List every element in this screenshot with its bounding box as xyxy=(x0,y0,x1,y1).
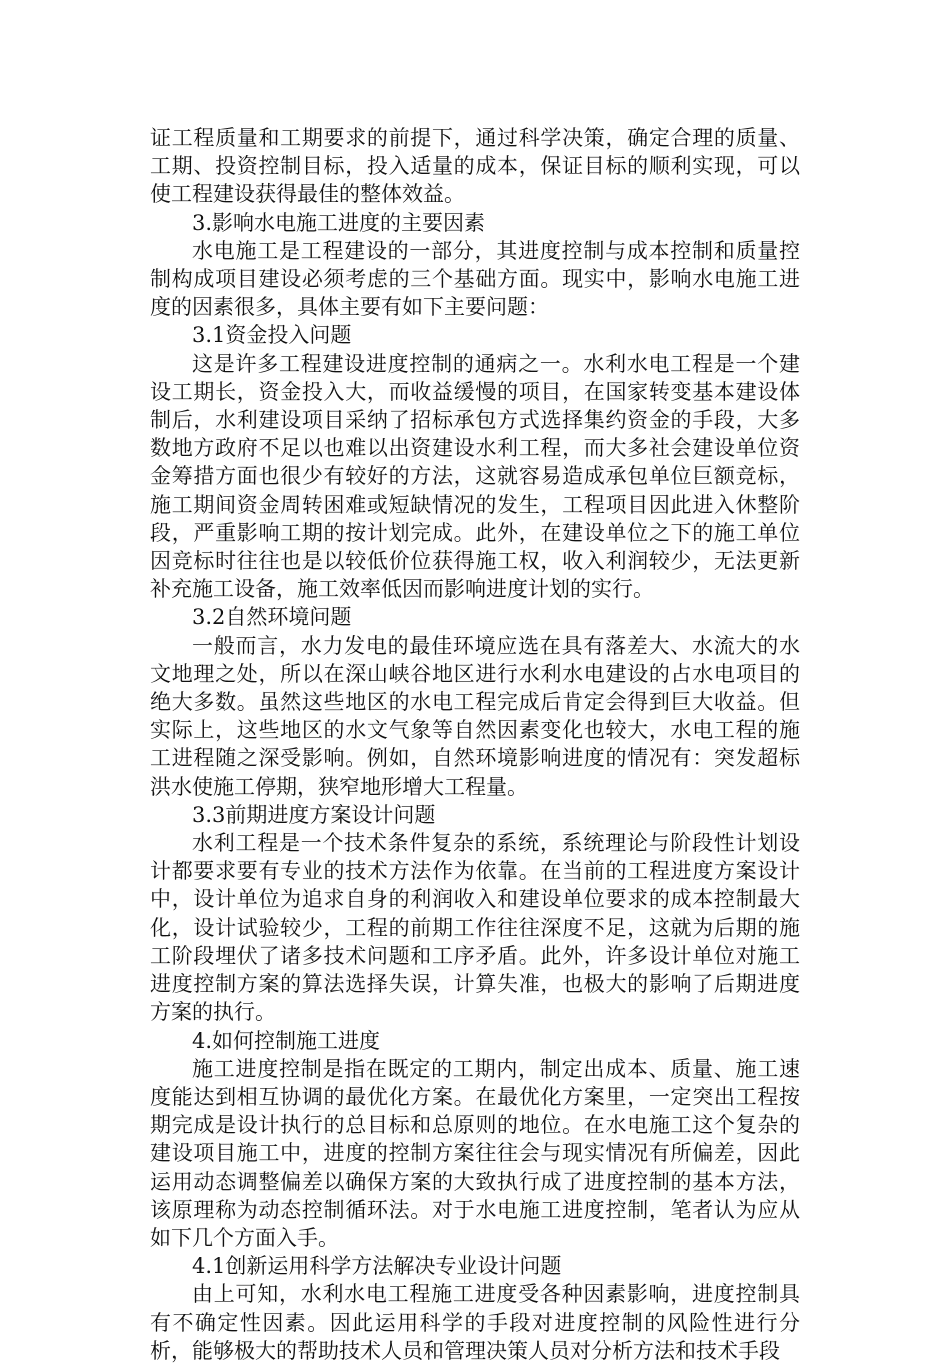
paragraph: 施工进度控制是指在既定的工期内，制定出成本、质量、施工速度能达到相互协调的最优化方案。在最优化方案里，一定突出工程按期完成是设计执行的总目标和总原则的地位。在水电施工这个复杂的建设项目施工中，进度的控制方案往往会与现实情况有所偏差，因此运用动态调整偏差以确保方案的大致执行成了进度控制的基本方法，该原理称为动态控制循环法。对于水电施工进度控制，笔者认为应从如下几个方面入手。 xyxy=(150,1056,800,1250)
paragraph: 由上可知，水利水电工程施工进度受各种因素影响，进度控制具有不确定性因素。因此运用科学的手段对进度控制的风险性进行分析，能够极大的帮助技术人员和管理决策人员对分析方法和技术手段 xyxy=(150,1282,800,1363)
section-heading-4-1: 4.1创新运用科学方法解决专业设计问题 xyxy=(192,1254,562,1279)
paragraph: 一般而言，水力发电的最佳环境应选在具有落差大、水流大的水文地理之处，所以在深山峡谷地区进行水利水电建设的占水电项目的绝大多数。虽然这些地区的水电工程完成后肯定会得到巨大收益。但实际上，这些地区的水文气象等自然因素变化也较大，水电工程的施工进程随之深受影响。例如，自然环境影响进度的情况有：突发超标洪水使施工停期，狭窄地形增大工程量。 xyxy=(150,633,800,799)
section-heading-3-1: 3.1资金投入问题 xyxy=(192,323,352,348)
section-heading-3-2: 3.2自然环境问题 xyxy=(192,605,352,630)
section-heading-3: 3.影响水电施工进度的主要因素 xyxy=(192,210,486,235)
section-heading-4: 4.如何控制施工进度 xyxy=(192,1028,381,1053)
section-heading-3-3: 3.3前期进度方案设计问题 xyxy=(192,802,436,827)
document-page xyxy=(150,124,800,1365)
paragraph-continued: 证工程质量和工期要求的前提下，通过科学决策，确定合理的质量、工期、投资控制目标，投入适量的成本，保证目标的顺利实现，可以使工程建设获得最佳的整体效益。 xyxy=(150,126,800,207)
paragraph: 这是许多工程建设进度控制的通病之一。水利水电工程是一个建设工期长，资金投入大，而收益缓慢的项目，在国家转变基本建设体制后，水利建设项目采纳了招标承包方式选择集约资金的手段，大多数地方政府不足以也难以出资建设水利工程，而大多社会建设单位资金筹措方面也很少有较好的方法，这就容易造成承包单位巨额竞标，施工期间资金周转困难或短缺情况的发生，工程项目因此进入休整阶段，严重影响工期的按计划完成。此外，在建设单位之下的施工单位因竞标时往往也是以较低价位获得施工权，收入利润较少，无法更新补充施工设备，施工效率低因而影响进度计划的实行。 xyxy=(150,351,800,602)
paragraph: 水利工程是一个技术条件复杂的系统，系统理论与阶段性计划设计都要求要有专业的技术方法作为依靠。在当前的工程进度方案设计中，设计单位为追求自身的利润收入和建设单位要求的成本控制最大化，设计试验较少，工程的前期工作往往深度不足，这就为后期的施工阶段埋伏了诸多技术问题和工序矛盾。此外，许多设计单位对施工进度控制方案的算法选择失误，计算失准，也极大的影响了后期进度方案的执行。 xyxy=(150,831,800,1025)
paragraph: 水电施工是工程建设的一部分，其进度控制与成本控制和质量控制构成项目建设必须考虑的三个基础方面。现实中，影响水电施工进度的因素很多，具体主要有如下主要问题： xyxy=(150,238,800,320)
